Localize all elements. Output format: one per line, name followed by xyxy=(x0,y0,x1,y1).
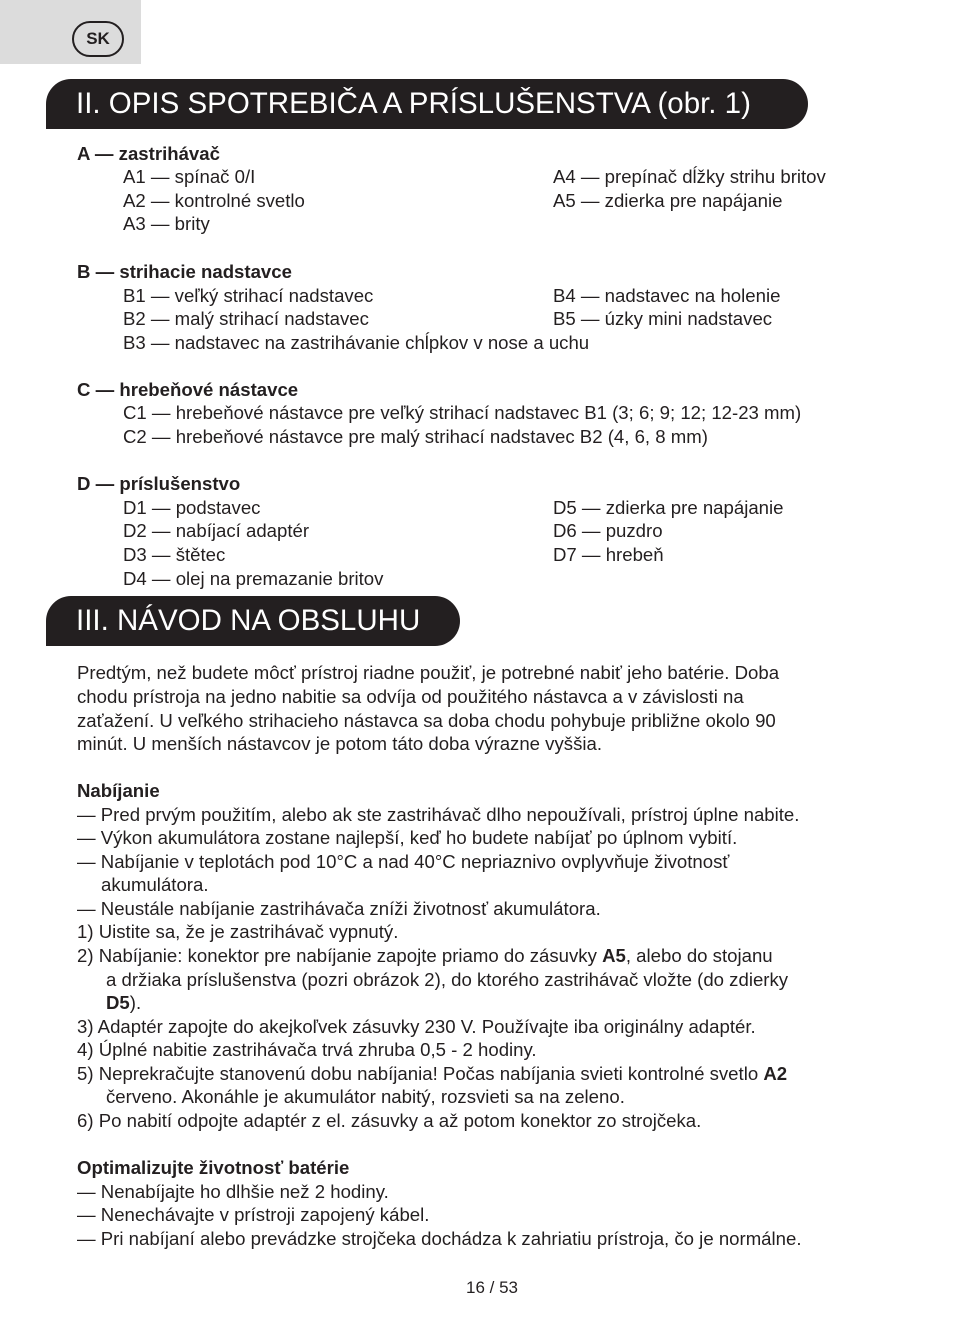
list-item: B3 — nadstavec na zastrihávanie chĺpkov v nose a uchu xyxy=(123,332,590,353)
intro-line: chodu prístroja na jedno nabitie sa odvíja od použitého nástavca a v závislosti na xyxy=(77,686,744,707)
language-badge: SK xyxy=(72,21,124,57)
list-item: D2 — nabíjací adaptér xyxy=(123,520,310,541)
list-item: D1 — podstavec xyxy=(123,497,261,518)
battery-note: — Nenabíjajte ho dlhšie než 2 hodiny. xyxy=(77,1181,389,1202)
charging-note: — Neustále nabíjanie zastrihávača zníži životnosť akumulátora. xyxy=(77,898,601,919)
group-heading-b: B — strihacie nadstavce xyxy=(77,261,292,282)
page-number: 16 / 53 xyxy=(466,1278,518,1297)
charging-note: — Pred prvým použitím, alebo ak ste zastrihávač dlho nepoužívali, prístroj úplne nabite. xyxy=(77,804,800,825)
intro-line: minút. U menších nástavcov je potom táto doba výrazne vyššia. xyxy=(77,733,603,754)
list-item: A2 — kontrolné svetlo xyxy=(123,190,305,211)
group-heading-d: D — príslušenstvo xyxy=(77,473,241,494)
step-5-continuation: červeno. Akonáhle je akumulátor nabitý, rozsvieti sa na zeleno. xyxy=(106,1086,625,1107)
list-item: A4 — prepínač dĺžky strihu britov xyxy=(553,166,826,187)
charging-heading: Nabíjanie xyxy=(77,780,160,801)
section-title-description: II. OPIS SPOTREBIČA A PRÍSLUŠENSTVA (obr. 1) xyxy=(46,79,808,129)
group-heading-c: C — hrebeňové nástavce xyxy=(77,379,299,400)
list-item: A5 — zdierka pre napájanie xyxy=(553,190,783,211)
step-5: 5) Neprekračujte stanovenú dobu nabíjania! Počas nabíjania svieti kontrolné svetlo A2 xyxy=(77,1063,788,1084)
list-item: B4 — nadstavec na holenie xyxy=(553,285,781,306)
step-2: 2) Nabíjanie: konektor pre nabíjanie zapojte priamo do zásuvky A5, alebo do stojanu xyxy=(77,945,773,966)
battery-note: — Pri nabíjaní alebo prevádzke strojčeka dochádza k zahriatiu prístroja, čo je normálne. xyxy=(77,1228,802,1249)
list-item: C1 — hrebeňové nástavce pre veľký strihací nadstavec B1 (3; 6; 9; 12; 12-23 mm) xyxy=(123,402,802,423)
step-3: 3) Adaptér zapojte do akejkoľvek zásuvky 230 V. Používajte iba originálny adaptér. xyxy=(77,1016,756,1037)
list-item: D4 — olej na premazanie britov xyxy=(123,568,384,589)
section-title-instructions: III. NÁVOD NA OBSLUHU xyxy=(46,596,460,646)
battery-heading: Optimalizujte životnosť batérie xyxy=(77,1157,350,1178)
list-item: A1 — spínač 0/I xyxy=(123,166,256,187)
list-item: B1 — veľký strihací nadstavec xyxy=(123,285,374,306)
step-6: 6) Po nabití odpojte adaptér z el. zásuvky a až potom konektor zo strojčeka. xyxy=(77,1110,702,1131)
step-2-continuation: a držiaka príslušenstva (pozri obrázok 2), do ktorého zastrihávač vložte (do zdierky xyxy=(106,969,789,990)
list-item: D7 — hrebeň xyxy=(553,544,664,565)
charging-note: — Výkon akumulátora zostane najlepší, keď ho budete nabíjať po úplnom vybití. xyxy=(77,827,738,848)
list-item: D3 — štětec xyxy=(123,544,226,565)
list-item: B2 — malý strihací nadstavec xyxy=(123,308,369,329)
list-item: A3 — brity xyxy=(123,213,210,234)
charging-note: — Nabíjanie v teplotách pod 10°C a nad 40°C nepriaznivo ovplyvňuje životnosť xyxy=(77,851,730,872)
battery-note: — Nenechávajte v prístroji zapojený kábel. xyxy=(77,1204,430,1225)
charging-note-continuation: akumulátora. xyxy=(101,874,209,895)
list-item: D5 — zdierka pre napájanie xyxy=(553,497,784,518)
group-heading-a: A — zastrihávač xyxy=(77,143,220,164)
step-4: 4) Úplné nabitie zastrihávača trvá zhruba 0,5 - 2 hodiny. xyxy=(77,1039,537,1060)
list-item: C2 — hrebeňové nástavce pre malý strihací nadstavec B2 (4, 6, 8 mm) xyxy=(123,426,708,447)
list-item: B5 — úzky mini nadstavec xyxy=(553,308,773,329)
step-1: 1) Uistite sa, že je zastrihávač vypnutý. xyxy=(77,921,399,942)
step-2-continuation: D5). xyxy=(106,992,142,1013)
list-item: D6 — puzdro xyxy=(553,520,663,541)
intro-line: zaťažení. U veľkého strihacieho nástavca sa doba chodu pohybuje približne okolo 90 xyxy=(77,710,776,731)
intro-line: Predtým, než budete môcť prístroj riadne použiť, je potrebné nabiť jeho batérie. Doba xyxy=(77,662,780,683)
